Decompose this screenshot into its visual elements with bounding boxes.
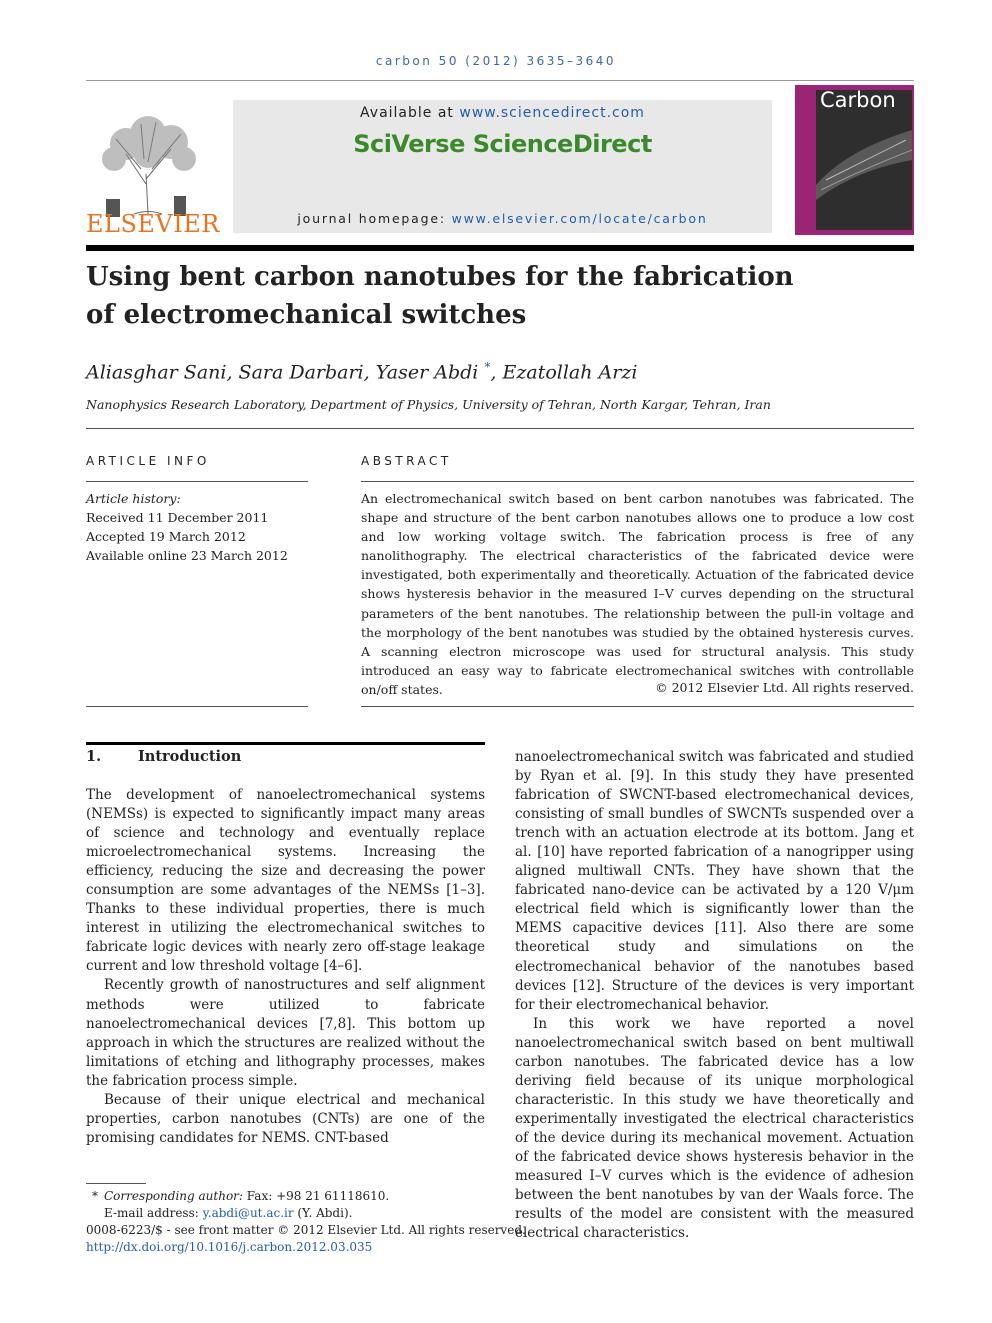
author-abdi: Yaser Abdi bbox=[375, 361, 485, 384]
abstract-rule-bottom bbox=[361, 706, 914, 707]
running-head: carbon 50 (2012) 3635–3640 bbox=[375, 54, 617, 68]
journal-homepage bbox=[233, 211, 772, 226]
email-link[interactable]: y.abdi@ut.ac.ir bbox=[202, 1206, 294, 1220]
email-suffix: (Y. Abdi). bbox=[293, 1206, 353, 1220]
paragraph-4: In this work we have reported a novel nanoelectromechanical switch based on bent multiwall carbon nanotubes. The fabricated device has a low deriving field because of its unique morphological characteristic. In this study we have theoretically and experimentally investigated the electrical characteristics of the device during its mechanical movement. Actuation of the fabricated device shows hysteresis behavior in the measured I–V curves which is the evidence of adhesion between the bent nanotubes by van der Waals force. The results of the model are consistent with the measured electrical characteristics. bbox=[515, 1015, 914, 1242]
article-title bbox=[86, 258, 886, 334]
corresponding-footnote bbox=[86, 1188, 526, 1205]
cover-title: Carbon bbox=[820, 88, 896, 112]
author-darbari: Sara Darbari, bbox=[238, 361, 376, 384]
corresponding-label: Corresponding author: bbox=[104, 1189, 243, 1203]
title-line-1: Using bent carbon nanotubes for the fabrication bbox=[86, 262, 794, 292]
paragraph-3: Because of their unique electrical and mechanical properties, carbon nanotubes (CNTs) are one of the promising candidates for NEMS. CNT-based bbox=[86, 1091, 485, 1146]
issn-line: 0008-6223/$ - see front matter © 2012 Elsevier Ltd. All rights reserved. bbox=[86, 1223, 526, 1237]
article-history bbox=[86, 489, 288, 565]
affiliation-rule bbox=[86, 428, 914, 429]
affiliation: Nanophysics Research Laboratory, Department of Physics, University of Tehran, North Kargar, Tehran, Iran bbox=[86, 397, 771, 412]
footnote-rule bbox=[86, 1183, 146, 1184]
copyright: © 2012 Elsevier Ltd. All rights reserved. bbox=[655, 680, 914, 695]
received-date: Received 11 December 2011 bbox=[86, 510, 269, 525]
email-label: E-mail address: bbox=[104, 1206, 203, 1220]
available-prefix: Available at bbox=[360, 105, 460, 121]
authors bbox=[86, 360, 637, 383]
corresponding-mark[interactable]: * bbox=[484, 360, 491, 374]
doi-link[interactable]: http://dx.doi.org/10.1016/j.carbon.2012.03.035 bbox=[86, 1240, 373, 1254]
accepted-date: Accepted 19 March 2012 bbox=[86, 529, 246, 544]
abstract-label: ABSTRACT bbox=[361, 454, 452, 468]
paragraph-2: Recently growth of nanostructures and self alignment methods were utilized to fabricate nanoelectromechanical devices [7,8]. This bottom up approach in which the structures are realized without the limitations of etching and lithography processes, makes the fabrication process simple. bbox=[86, 977, 485, 1089]
article-info-label: ARTICLE INFO bbox=[86, 454, 210, 468]
abstract-text: An electromechanical switch based on bent carbon nanotubes was fabricated. The shape and structure of the bent carbon nanotubes allows one to produce a low cost and low working voltage switch. The fabrication process is free of any nanolithography. The electrical characteristics of the fabricated device were investigated, both experimentally and theoretically. Actuation of the fabricated device shows hysteresis behavior in the measured I–V curves depending on the structural parameters of the bent nanotubes. The relationship between the pull-in voltage and the morphology of the bent nanotubes was studied by the obtained hysteresis curves. A scanning electron microscope was used for structural analysis. This study introduced an easy way to fabricate electromechanical switches with controllable on/off states. bbox=[361, 491, 914, 697]
history-label: Article history: bbox=[86, 491, 181, 506]
available-at bbox=[233, 105, 772, 121]
footnotes bbox=[86, 1188, 526, 1256]
homepage-prefix: journal homepage: bbox=[297, 211, 452, 226]
info-rule bbox=[86, 481, 308, 482]
author-arzi: , Ezatollah Arzi bbox=[490, 361, 638, 384]
header-rule bbox=[86, 80, 914, 81]
elsevier-wordmark: ELSEVIER bbox=[86, 210, 220, 238]
section-heading bbox=[86, 748, 241, 765]
homepage-link[interactable]: www.elsevier.com/locate/carbon bbox=[451, 211, 708, 226]
sciencedirect-link[interactable]: www.sciencedirect.com bbox=[459, 105, 645, 121]
email-footnote bbox=[86, 1205, 526, 1222]
abstract-rule bbox=[361, 481, 914, 482]
body-column-left bbox=[86, 786, 485, 1148]
banner-rule bbox=[86, 245, 914, 251]
title-line-2: of electromechanical switches bbox=[86, 300, 527, 330]
paragraph-1: The development of nanoelectromechanical systems (NEMSs) is expected to significantly impact many areas of science and technology and eventually replace microelectromechanical systems. Increasing the efficiency, reducing the size and decreasing the power consumption are some advantages of the NEMSs [1–3]. Thanks to these individual properties, there is much interest in utilizing the electromechanical switches to fabricate logic devices with nearly zero off-stage leakage current and low threshold voltage [4–6]. bbox=[86, 787, 485, 975]
section-title: Introduction bbox=[138, 748, 242, 765]
author-sani: Aliasghar Sani, bbox=[86, 361, 239, 384]
online-date: Available online 23 March 2012 bbox=[86, 548, 288, 563]
section-number: 1. bbox=[86, 748, 102, 765]
info-rule-bottom bbox=[86, 706, 308, 707]
body-column-right bbox=[515, 748, 914, 1243]
sciverse-brand: SciVerse ScienceDirect bbox=[353, 130, 652, 158]
section-rule bbox=[86, 742, 485, 745]
footnote-star: * bbox=[92, 1189, 98, 1203]
paragraph-3-continued: nanoelectromechanical switch was fabricated and studied by Ryan et al. [9]. In this study they have presented fabrication of SWCNT-based electromechanical devices, consisting of small bundles of SWCNTs suspended over a trench with an actuation electrode at its bottom. Jang et al. [10] have reported fabrication of a nanogripper using aligned multiwall CNTs. They have shown that the fabricated nano-device can be activated by a 120 V/μm electrical field which is significantly lower than the MEMS capacitive devices [11]. Also there are some theoretical study and simulations on the electromechanical behavior of the nanotubes based devices [12]. Structure of the devices is very important for their electromechanical behavior. bbox=[515, 749, 914, 1013]
fax: Fax: +98 21 61118610. bbox=[242, 1189, 390, 1203]
